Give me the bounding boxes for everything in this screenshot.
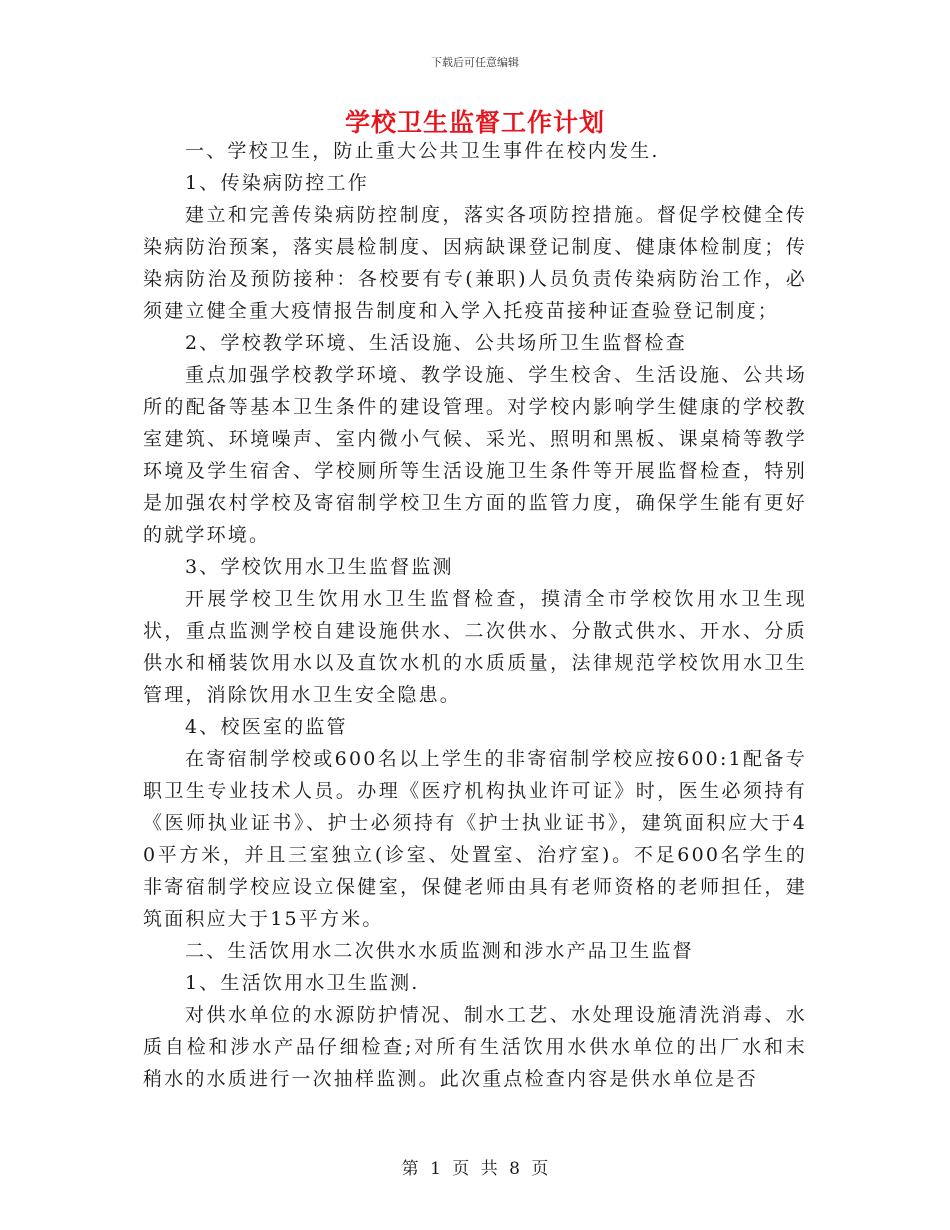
document-body xyxy=(143,135,807,1095)
paragraph-1-3: 开展学校卫生饮用水卫生监督检查，摸清全市学校饮用水卫生现状，重点监测学校自建设施供水、二次供水、分散式供水、开水、分质供水和桶装饮用水以及直饮水机的水质质量，法律规范学校饮用水卫生管理，消除饮用水卫生安全隐患。 xyxy=(143,588,807,706)
paragraph-1-4: 在寄宿制学校或600名以上学生的非寄宿制学校应按600:1配备专职卫生专业技术人员。办理《医疗机构执业许可证》时，医生必须持有《医师执业证书》、护士必须持有《护士执业证书》，建筑面积应大于40平方米，并且三室独立(诊室、处置室、治疗室)。不足600名学生的非寄宿制学校应设立保健室，保健老师由具有老师资格的老师担任，建筑面积应大于15平方米。 xyxy=(143,748,807,930)
page-title: 学校卫生监督工作计划 xyxy=(344,108,605,137)
page-footer: 第 1 页 共 8 页 xyxy=(401,1159,549,1179)
paragraph-2-1: 对供水单位的水源防护情况、制水工艺、水处理设施清洗消毒、水质自检和涉水产品仔细检查;对所有生活饮用水供水单位的出厂水和末稍水的水质进行一次抽样监测。此次重点检查内容是供水单位是否 xyxy=(143,1004,807,1090)
section-heading-2: 二、生活饮用水二次供水水质监测和涉水产品卫生监督 xyxy=(185,940,694,962)
header-note: 下载后可任意编辑 xyxy=(431,56,519,69)
subsection-heading-1-1: 1、传染病防控工作 xyxy=(185,172,369,194)
subsection-heading-1-4: 4、校医室的监管 xyxy=(185,716,348,738)
subsection-heading-1-2: 2、学校教学环境、生活设施、公共场所卫生监督检查 xyxy=(185,332,687,354)
subsection-heading-2-1: 1、生活饮用水卫生监测. xyxy=(185,972,420,994)
subsection-heading-1-3: 3、学校饮用水卫生监督监测 xyxy=(185,556,454,578)
section-heading-1: 一、学校卫生，防止重大公共卫生事件在校内发生. xyxy=(185,140,660,162)
paragraph-1-1: 建立和完善传染病防控制度，落实各项防控措施。督促学校健全传染病防治预案，落实晨检制度、因病缺课登记制度、健康体检制度；传染病防治及预防接种：各校要有专(兼职)人员负责传染病防治工作，必须建立健全重大疫情报告制度和入学入托疫苗接种证查验登记制度； xyxy=(143,204,807,322)
paragraph-1-2: 重点加强学校教学环境、教学设施、学生校舍、生活设施、公共场所的配备等基本卫生条件的建设管理。对学校内影响学生健康的学校教室建筑、环境噪声、室内微小气候、采光、照明和黑板、课桌椅等教学环境及学生宿舍、学校厕所等生活设施卫生条件等开展监督检查，特别是加强农村学校及寄宿制学校卫生方面的监管力度，确保学生能有更好的就学环境。 xyxy=(143,364,807,546)
